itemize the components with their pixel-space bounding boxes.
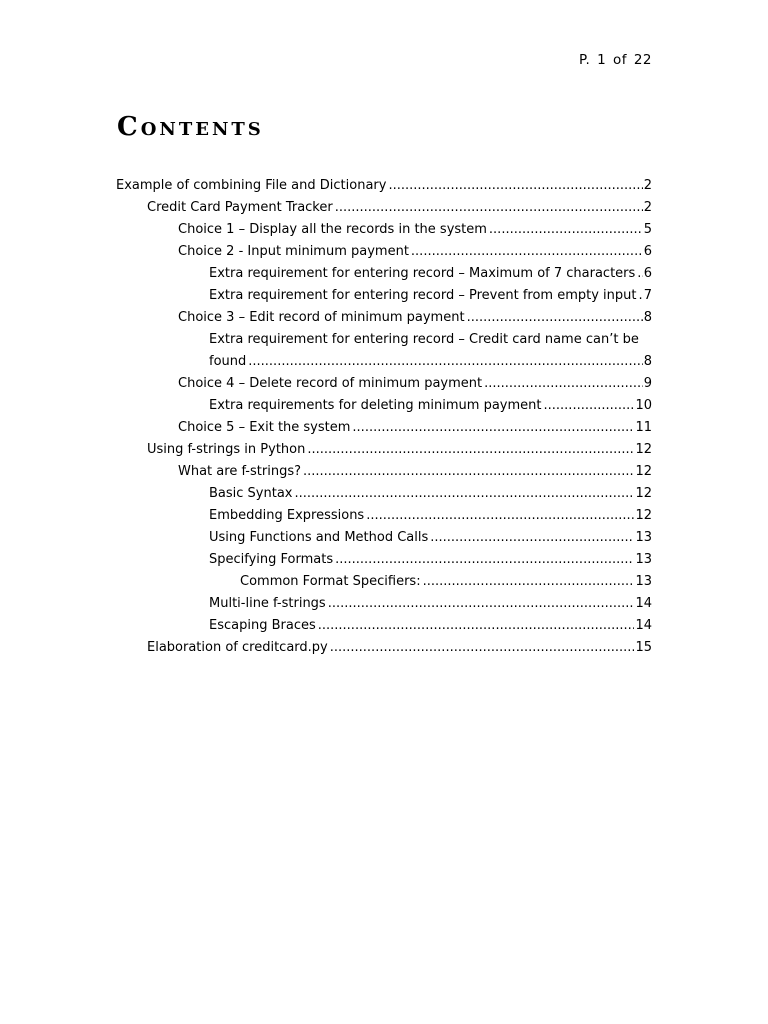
toc-entry-page: 11 bbox=[635, 420, 652, 435]
toc-entry-page: 14 bbox=[635, 618, 652, 633]
dot-leader bbox=[467, 307, 643, 329]
toc-entry-title: found bbox=[209, 354, 247, 369]
toc-entry-title: Using Functions and Method Calls bbox=[209, 530, 429, 545]
toc-entry[interactable] bbox=[116, 593, 652, 615]
dot-leader bbox=[248, 351, 642, 373]
toc-entry-page: 8 bbox=[643, 310, 652, 325]
toc-entry-title: Elaboration of creditcard.py bbox=[147, 640, 328, 655]
toc-entry-title: Embedding Expressions bbox=[209, 508, 365, 523]
toc-entry[interactable] bbox=[116, 373, 652, 395]
toc-entry-page: 9 bbox=[643, 376, 652, 391]
dot-leader bbox=[423, 571, 635, 593]
dot-leader bbox=[318, 615, 635, 637]
dot-leader bbox=[411, 241, 643, 263]
toc-entry[interactable] bbox=[116, 439, 652, 461]
toc-entry-page: 13 bbox=[635, 530, 652, 545]
dot-leader bbox=[352, 417, 634, 439]
toc-entry[interactable] bbox=[116, 615, 652, 637]
toc-entry-page: 13 bbox=[635, 552, 652, 567]
toc-entry-page: 13 bbox=[635, 574, 652, 589]
toc-entry-title: Choice 4 – Delete record of minimum payment bbox=[178, 376, 483, 391]
toc-entry-title: Choice 3 – Edit record of minimum payment bbox=[178, 310, 465, 325]
dot-leader bbox=[388, 175, 642, 197]
toc-entry-page: 7 bbox=[643, 288, 652, 303]
toc-entry[interactable] bbox=[116, 197, 652, 219]
toc-entry-title: Credit Card Payment Tracker bbox=[147, 200, 333, 215]
toc-entry-page: 15 bbox=[635, 640, 652, 655]
toc-entry-page: 12 bbox=[635, 486, 652, 501]
toc-entry[interactable] bbox=[116, 175, 652, 197]
dot-leader bbox=[366, 505, 634, 527]
toc-entry-title: Choice 2 - Input minimum payment bbox=[178, 244, 409, 259]
toc-entry-title: Extra requirement for entering record – Maximum of 7 characters bbox=[209, 266, 636, 281]
contents-heading: Contents bbox=[117, 112, 264, 142]
dot-leader bbox=[328, 593, 635, 615]
toc-entry[interactable] bbox=[116, 241, 652, 263]
toc-entry[interactable] bbox=[116, 637, 652, 659]
toc-entry[interactable] bbox=[116, 571, 652, 593]
toc-entry-page: 12 bbox=[635, 442, 652, 457]
toc-entry[interactable] bbox=[116, 263, 652, 285]
toc-entry-page: 12 bbox=[635, 464, 652, 479]
toc-entry-title: Example of combining File and Dictionary bbox=[116, 178, 387, 193]
page-number: P. 1 of 22 bbox=[579, 52, 652, 68]
toc-entry[interactable] bbox=[116, 329, 652, 373]
toc-entry[interactable] bbox=[116, 307, 652, 329]
toc-entry-page: 2 bbox=[643, 200, 652, 215]
toc-entry-title: Basic Syntax bbox=[209, 486, 293, 501]
toc-entry-title: Using f-strings in Python bbox=[147, 442, 306, 457]
toc-entry-title: Common Format Specifiers: bbox=[240, 574, 421, 589]
toc-entry[interactable] bbox=[116, 527, 652, 549]
toc-entry-title: Multi-line f-strings bbox=[209, 596, 326, 611]
toc-entry-title: Extra requirements for deleting minimum payment bbox=[209, 398, 542, 413]
toc-entry-title-line1: Extra requirement for entering record – Credit card name can’t be bbox=[209, 332, 639, 347]
toc-entry[interactable] bbox=[116, 461, 652, 483]
dot-leader bbox=[303, 461, 634, 483]
toc-entry[interactable] bbox=[116, 395, 652, 417]
toc-entry-page: 6 bbox=[643, 266, 652, 281]
toc-entry-title: Extra requirement for entering record – Prevent from empty input bbox=[209, 288, 637, 303]
dot-leader bbox=[307, 439, 634, 461]
toc-entry-title: Choice 5 – Exit the system bbox=[178, 420, 351, 435]
dot-leader bbox=[430, 527, 634, 549]
toc-entry-title: Specifying Formats bbox=[209, 552, 334, 567]
toc-entry-page: 14 bbox=[635, 596, 652, 611]
toc-entry[interactable] bbox=[116, 483, 652, 505]
dot-leader bbox=[335, 549, 634, 571]
dot-leader bbox=[335, 197, 643, 219]
toc-entry[interactable] bbox=[116, 549, 652, 571]
dot-leader bbox=[330, 637, 635, 659]
toc-entry-page: 12 bbox=[635, 508, 652, 523]
table-of-contents bbox=[116, 175, 652, 659]
toc-entry-title: Choice 1 – Display all the records in the system bbox=[178, 222, 487, 237]
toc-entry-page: 2 bbox=[643, 178, 652, 193]
toc-entry-page: 5 bbox=[643, 222, 652, 237]
toc-entry[interactable] bbox=[116, 417, 652, 439]
toc-entry-title: Escaping Braces bbox=[209, 618, 316, 633]
dot-leader bbox=[544, 395, 635, 417]
toc-entry[interactable] bbox=[116, 285, 652, 307]
toc-entry-page: 6 bbox=[643, 244, 652, 259]
toc-entry-page: 10 bbox=[635, 398, 652, 413]
dot-leader bbox=[489, 219, 643, 241]
toc-entry-page: 8 bbox=[643, 354, 652, 369]
toc-entry[interactable] bbox=[116, 219, 652, 241]
toc-entry[interactable] bbox=[116, 505, 652, 527]
dot-leader bbox=[484, 373, 643, 395]
toc-entry-title: What are f-strings? bbox=[178, 464, 301, 479]
dot-leader bbox=[295, 483, 635, 505]
